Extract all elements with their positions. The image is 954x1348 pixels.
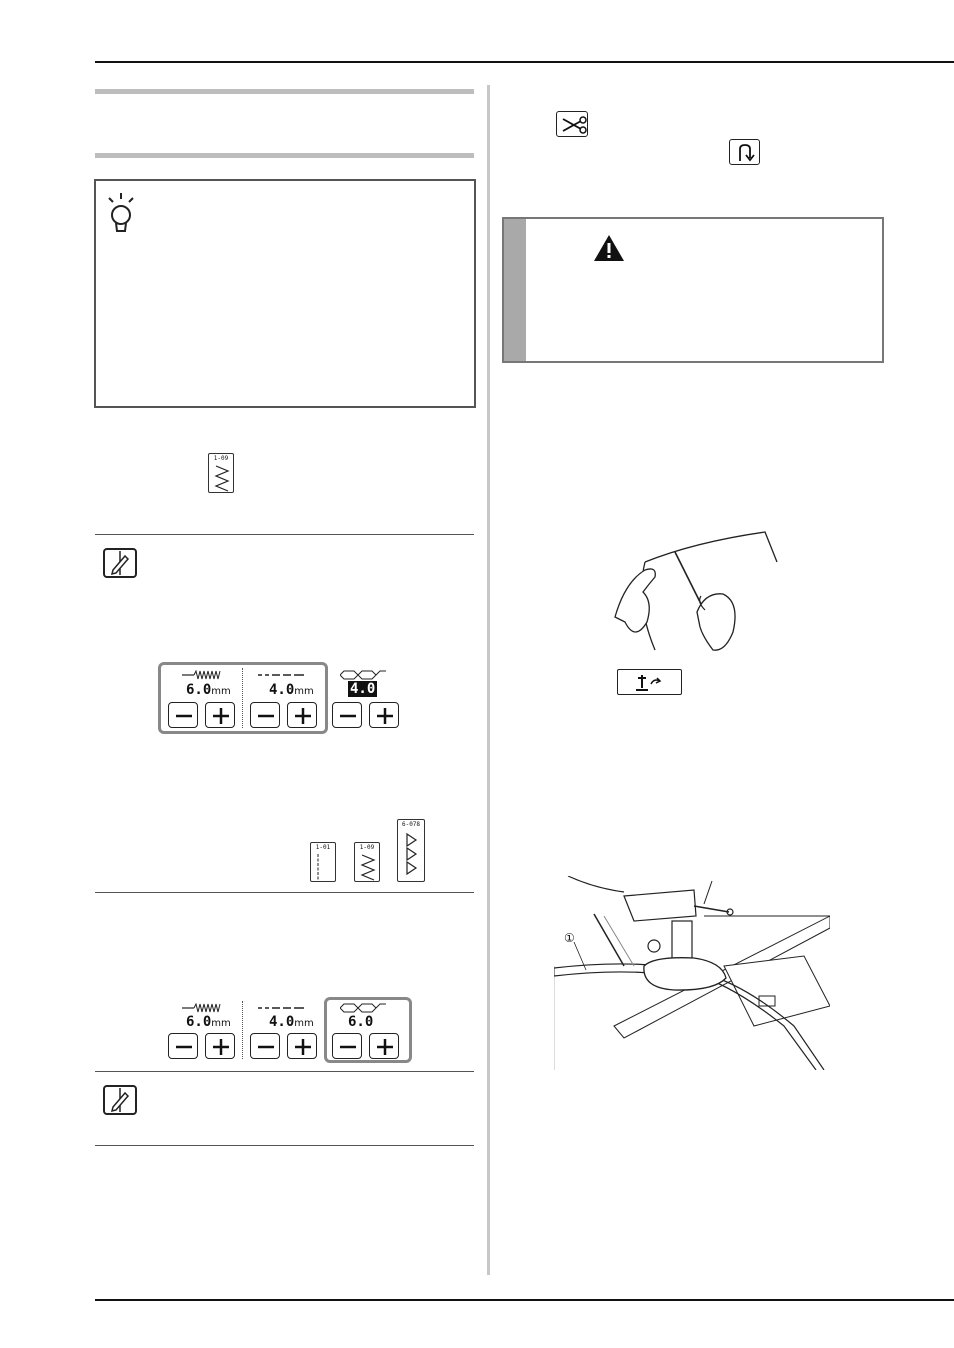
width-value bbox=[186, 682, 231, 698]
tension-plus-button[interactable] bbox=[369, 702, 399, 728]
width-unit: mm bbox=[211, 686, 231, 697]
stitch-length-icon bbox=[258, 1003, 304, 1013]
width-value bbox=[186, 1014, 231, 1030]
tension-minus-button[interactable] bbox=[332, 702, 362, 728]
reverse-stitch-button[interactable] bbox=[729, 139, 760, 165]
section-title-band-bottom bbox=[95, 153, 474, 158]
tension-minus-button[interactable] bbox=[332, 1033, 362, 1059]
section-title-band-top bbox=[95, 89, 474, 94]
caution-sidebar bbox=[504, 219, 526, 361]
width-minus-button[interactable] bbox=[168, 1033, 198, 1059]
scissors-icon bbox=[557, 112, 589, 138]
footer-rule bbox=[95, 1299, 954, 1301]
figure-callout-1: ① bbox=[564, 931, 575, 945]
memo2-rule-top bbox=[95, 1071, 474, 1072]
tension-value bbox=[348, 681, 377, 697]
tension-plus-button[interactable] bbox=[369, 1033, 399, 1059]
length-minus-button[interactable] bbox=[250, 1033, 280, 1059]
header-rule bbox=[95, 61, 954, 63]
tip-box bbox=[94, 179, 476, 408]
straight-stitch-key[interactable] bbox=[310, 842, 336, 882]
panel-separator bbox=[242, 668, 243, 728]
width-number: 6.0 bbox=[186, 682, 212, 698]
length-plus-button[interactable] bbox=[287, 702, 317, 728]
thread-tension-icon bbox=[340, 1003, 386, 1013]
width-number: 6.0 bbox=[186, 1014, 212, 1030]
sewing-foot-illustration bbox=[554, 876, 830, 1070]
caution-box bbox=[502, 217, 884, 363]
length-minus-button[interactable] bbox=[250, 702, 280, 728]
length-value bbox=[269, 1014, 314, 1030]
length-unit: mm bbox=[294, 686, 314, 697]
width-plus-button[interactable] bbox=[205, 1033, 235, 1059]
presser-foot-lever-icon bbox=[618, 670, 683, 696]
stitch-key-label: 1-09 bbox=[213, 455, 229, 462]
decorative-stitch-key[interactable] bbox=[397, 819, 425, 882]
stitch-key-label: 1-01 bbox=[315, 844, 331, 851]
stitch-key-label: 6-078 bbox=[401, 821, 421, 828]
memo-rule-top bbox=[95, 534, 474, 535]
settings-panel-top bbox=[158, 662, 410, 734]
tension-number: 4.0 bbox=[350, 681, 376, 697]
threading-needle-illustration bbox=[605, 522, 785, 657]
stitch-length-icon bbox=[258, 670, 304, 680]
settings-panel-bottom bbox=[158, 997, 412, 1063]
length-unit: mm bbox=[294, 1018, 314, 1029]
panel-separator bbox=[242, 1001, 243, 1059]
length-number: 4.0 bbox=[269, 1014, 295, 1030]
memo-pencil-icon bbox=[103, 548, 137, 582]
thread-tension-icon bbox=[340, 670, 386, 680]
presser-foot-button[interactable] bbox=[617, 669, 682, 695]
memo-pencil-icon bbox=[103, 1085, 137, 1119]
length-number: 4.0 bbox=[269, 682, 295, 698]
memo-rule-bottom bbox=[95, 892, 474, 893]
zigzag-stitch-key-2[interactable] bbox=[354, 842, 380, 882]
length-plus-button[interactable] bbox=[287, 1033, 317, 1059]
width-unit: mm bbox=[211, 1018, 231, 1029]
width-minus-button[interactable] bbox=[168, 702, 198, 728]
stitch-width-icon bbox=[182, 1003, 222, 1013]
zigzag-stitch-key[interactable] bbox=[208, 453, 234, 493]
tension-number: 6.0 bbox=[348, 1014, 374, 1030]
stitch-key-label: 1-09 bbox=[359, 844, 375, 851]
width-plus-button[interactable] bbox=[205, 702, 235, 728]
tension-value bbox=[348, 1014, 373, 1030]
reverse-stitch-icon bbox=[730, 140, 761, 166]
memo2-rule-bottom bbox=[95, 1145, 474, 1146]
lightbulb-icon bbox=[104, 191, 138, 239]
column-divider bbox=[487, 85, 490, 1275]
length-value bbox=[269, 682, 314, 698]
stitch-width-icon bbox=[182, 670, 222, 680]
thread-cutter-button[interactable] bbox=[556, 111, 588, 137]
warning-triangle-icon bbox=[592, 233, 626, 267]
